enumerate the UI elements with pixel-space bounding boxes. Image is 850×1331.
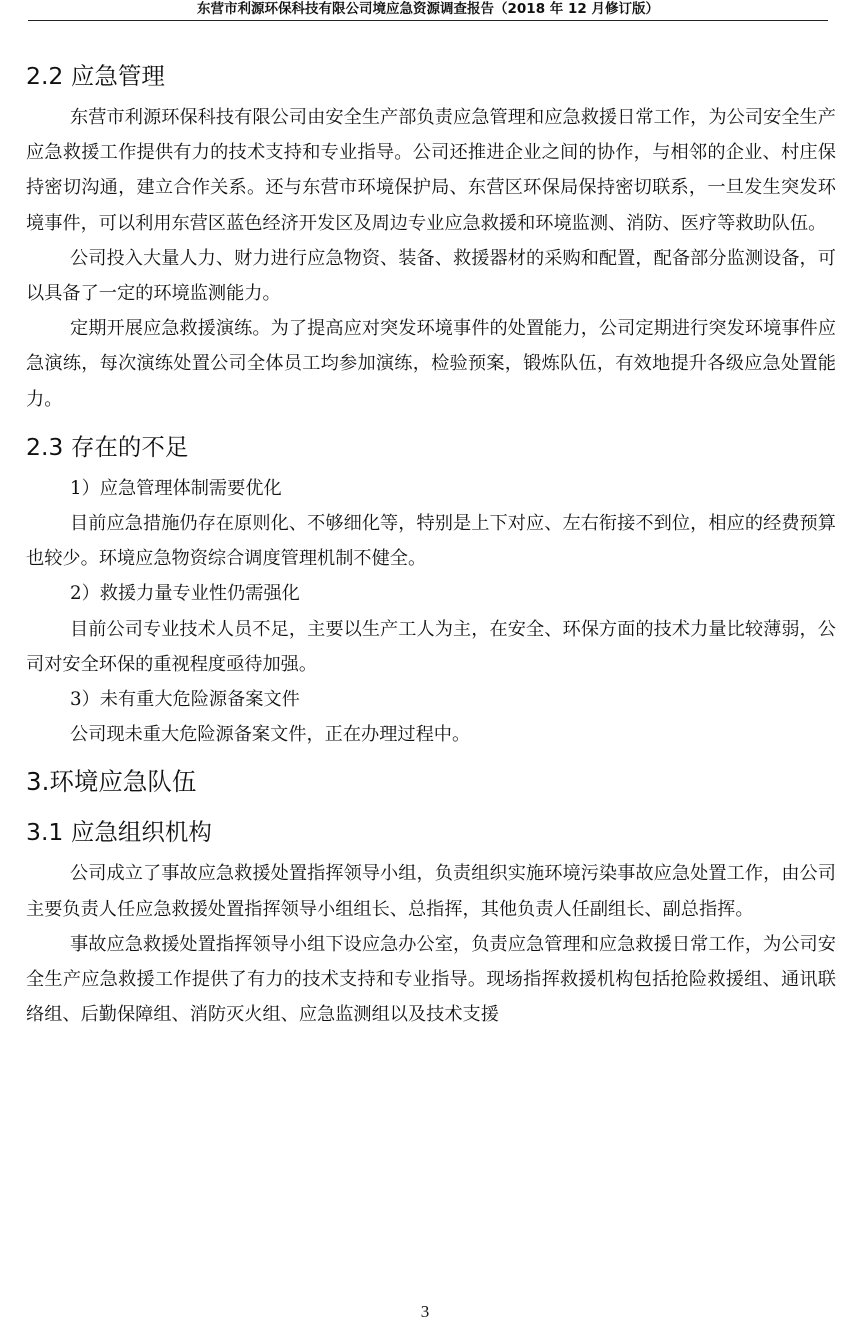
section-heading-2-3: 2.3 存在的不足: [26, 432, 189, 461]
list-item-label: 1）应急管理体制需要优化: [70, 477, 282, 499]
paragraph: 公司投入大量人力、财力进行应急物资、装备、救援器材的采购和配置，配备部分监测设备，可以具备了一定的环境监测能力。: [26, 247, 836, 305]
paragraph: 定期开展应急救援演练。为了提高应对突发环境事件的处置能力，公司定期进行突发环境事件应急演练，每次演练处置公司全体员工均参加演练，检验预案，锻炼队伍，有效地提升各级应急处置能力。: [26, 318, 836, 410]
page-number: 3: [420, 1302, 430, 1321]
paragraph: 东营市利源环保科技有限公司由安全生产部负责应急管理和应急救援日常工作，为公司安全生产应急救援工作提供有力的技术支持和专业指导。公司还推进企业之间的协作，与相邻的企业、村庄保持密切沟通，建立合作关系。还与东营市环境保护局、东营区环保局保持密切联系，一旦发生突发环境事件，可以利用东营区蓝色经济开发区及周边专业应急救援和环境监测、消防、医疗等救助队伍。: [26, 107, 836, 234]
paragraph: 目前公司专业技术人员不足，主要以生产工人为主，在安全、环保方面的技术力量比较薄弱，公司对安全环保的重视程度亟待加强。: [26, 618, 836, 675]
paragraph: 目前应急措施仍存在原则化、不够细化等，特别是上下对应、左右衔接不到位，相应的经费预算也较少。环境应急物资综合调度管理机制不健全。: [26, 513, 836, 570]
page-content: [26, 56, 836, 1032]
running-header: 东营市利源环保科技有限公司境应急资源调查报告（2018 年 12 月修订版）: [28, 0, 828, 21]
paragraph: 公司现未重大危险源备案文件，正在办理过程中。: [70, 724, 471, 746]
paragraph: 公司成立了事故应急救援处置指挥领导小组，负责组织实施环境污染事故应急处置工作，由公司主要负责人任应急救援处置指挥领导小组组长、总指挥，其他负责人任副组长、副总指挥。: [26, 863, 836, 920]
list-item-label: 2）救援力量专业性仍需强化: [70, 583, 300, 605]
list-item-label: 3）未有重大危险源备案文件: [70, 689, 300, 711]
section-heading-3-1: 3.1 应急组织机构: [26, 818, 212, 847]
section-heading-2-2: 2.2 应急管理: [26, 62, 165, 90]
section-heading-3: 3.环境应急队伍: [26, 767, 197, 797]
paragraph: 事故应急救援处置指挥领导小组下设应急办公室，负责应急管理和应急救援日常工作，为公司安全生产应急救援工作提供了有力的技术支持和专业指导。现场指挥救援机构包括抢险救援组、通讯联络组、后勤保障组、消防灭火组、应急监测组以及技术支援: [26, 933, 836, 1026]
